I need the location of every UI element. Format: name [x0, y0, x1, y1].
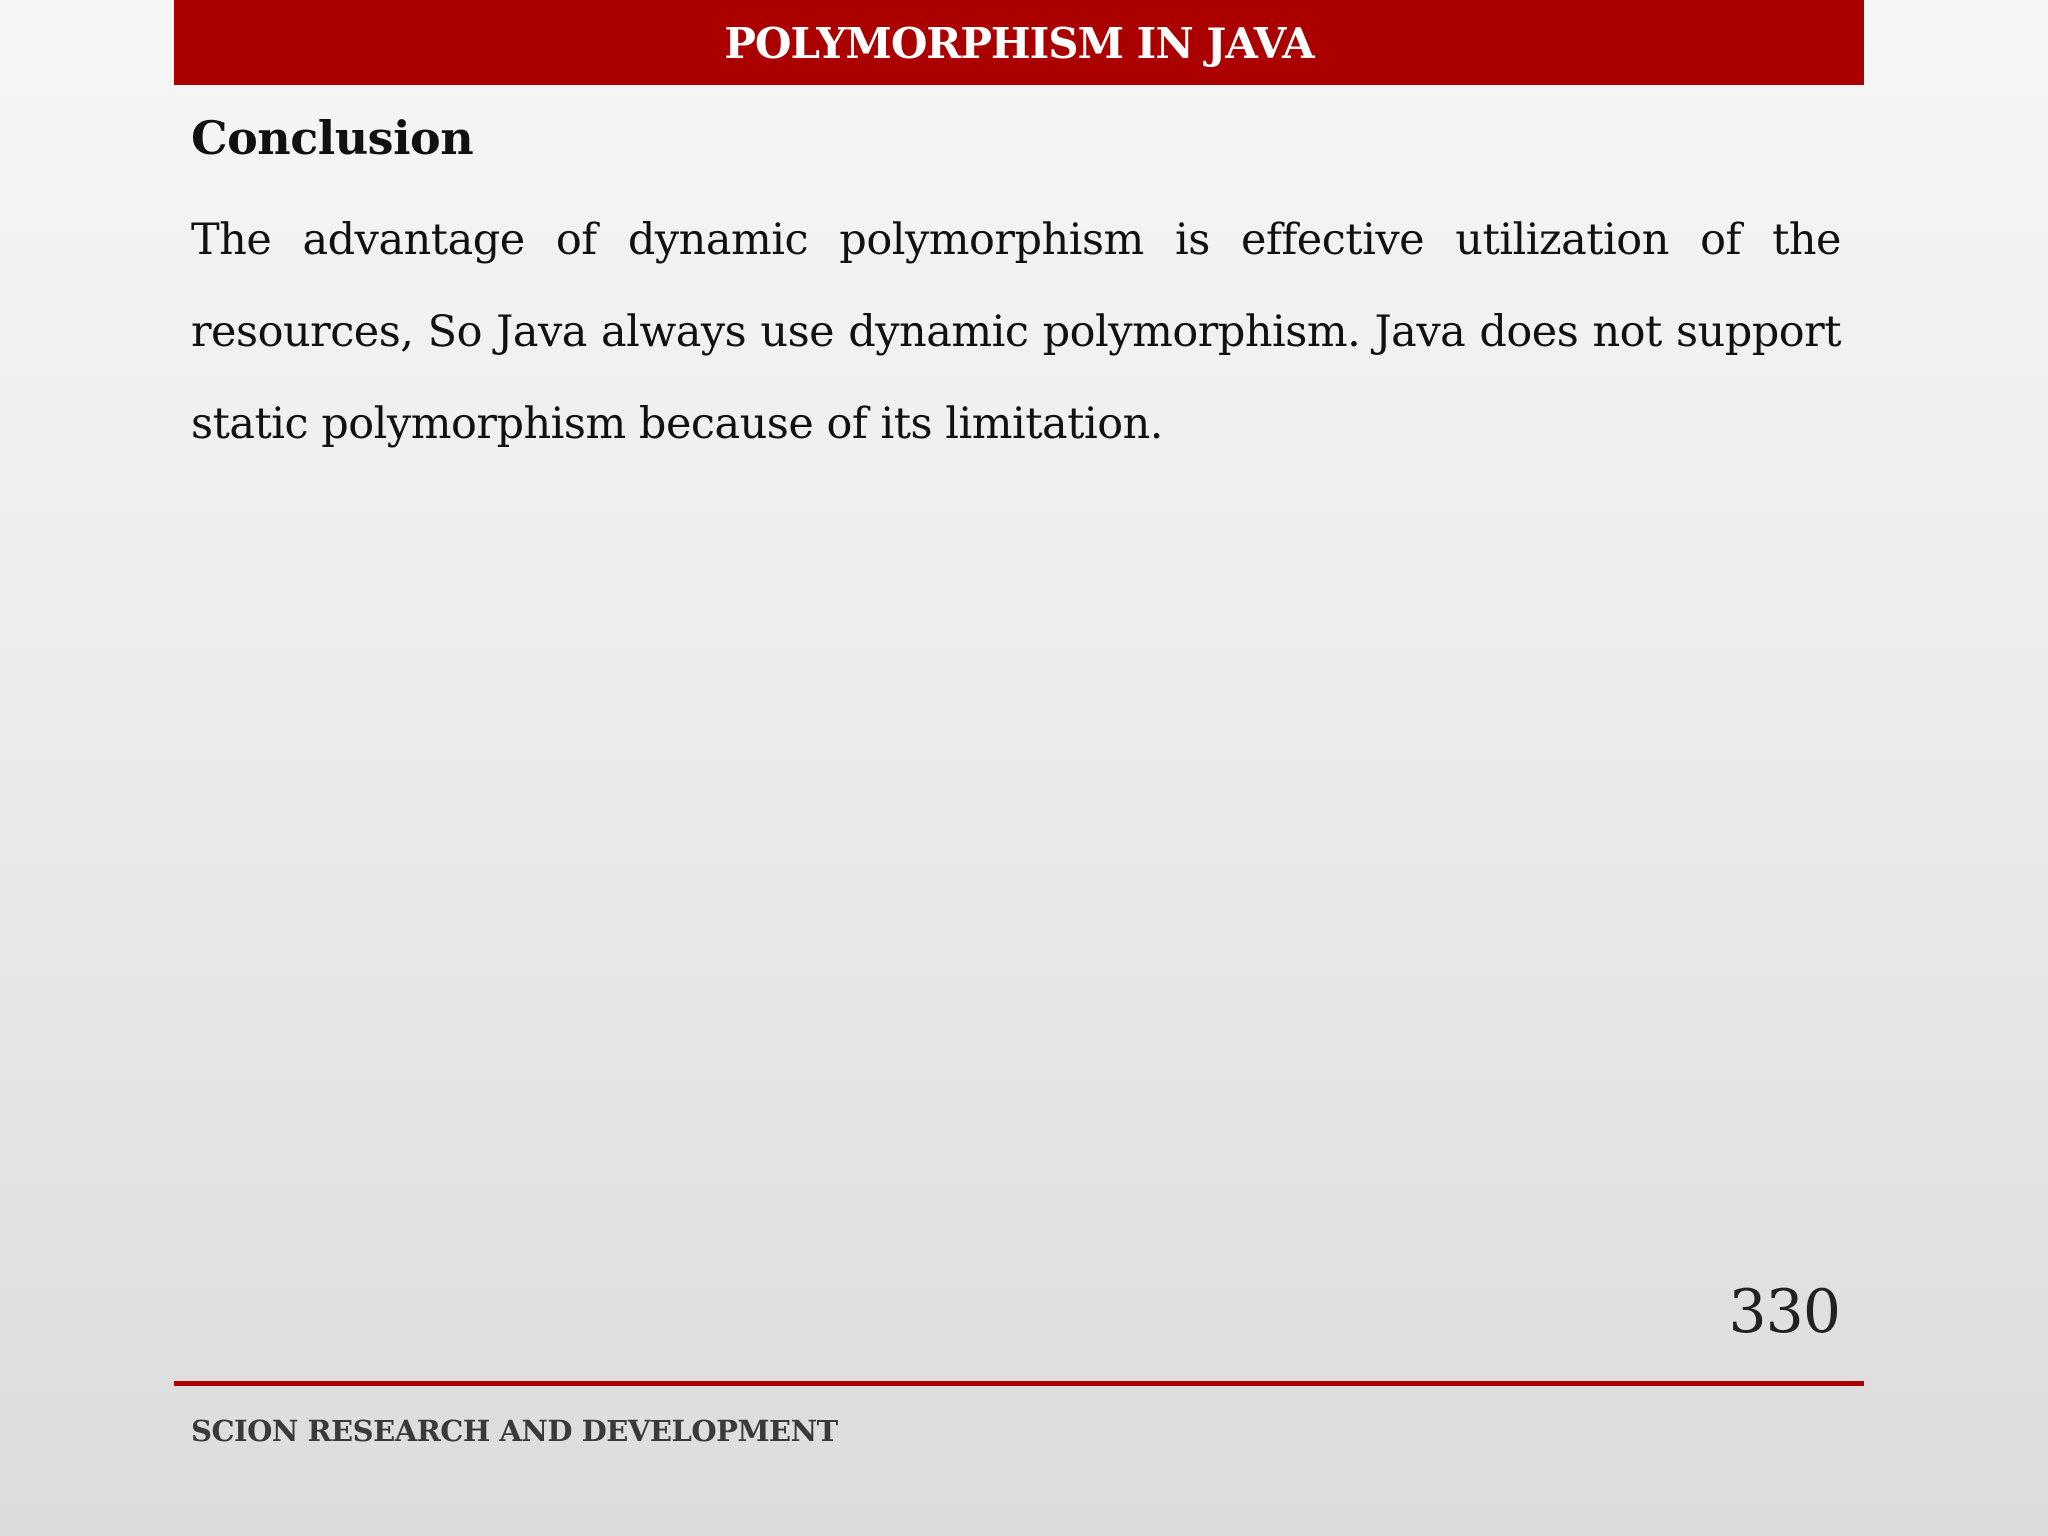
title-bar [174, 0, 1864, 85]
body-paragraph: The advantage of dynamic polymorphism is effective utilization of the resources, So Java always use dynamic polymorphism. Java does not support static polymorphism because of its limitation. [191, 215, 1841, 449]
footer-organization: SCION RESEARCH AND DEVELOPMENT [191, 1414, 838, 1448]
slide-title: POLYMORPHISM IN JAVA [724, 18, 1314, 68]
page-number: 330 [1728, 1277, 1840, 1347]
footer-divider [174, 1381, 1864, 1386]
section-heading: Conclusion [191, 111, 474, 165]
